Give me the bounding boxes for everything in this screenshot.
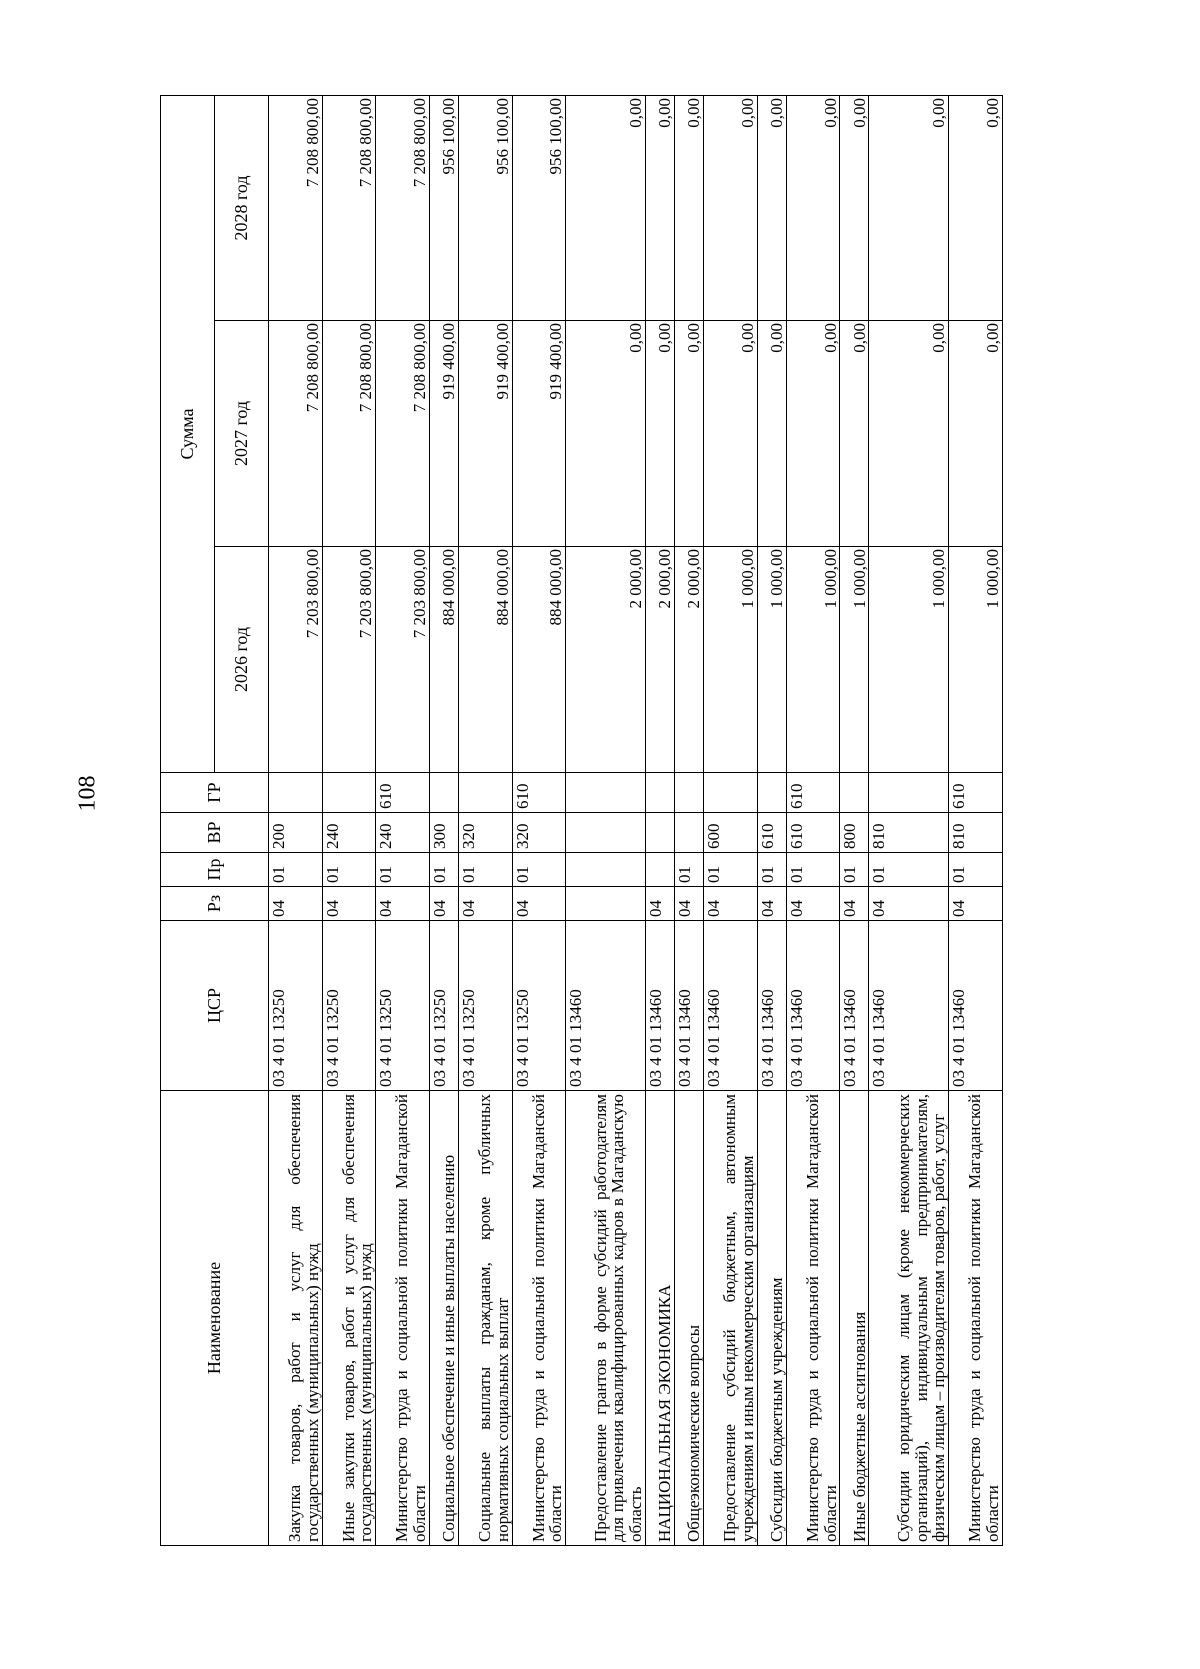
cell-2027: 0,00	[675, 321, 704, 547]
cell-pr: 01	[869, 853, 949, 887]
cell-pr	[566, 853, 646, 887]
cell-pr: 01	[704, 853, 758, 887]
cell-rz: 04	[949, 887, 1003, 921]
cell-rz: 04	[757, 887, 786, 921]
cell-2027: 0,00	[704, 321, 758, 547]
cell-2028: 0,00	[675, 95, 704, 320]
cell-2026: 7 203 800,00	[322, 547, 376, 773]
header-2026: 2026 год	[215, 547, 269, 773]
table-row	[322, 95, 376, 1545]
cell-pr: 01	[322, 853, 376, 887]
cell-gr	[458, 773, 512, 813]
cell-2026: 7 203 800,00	[269, 547, 323, 773]
cell-pr: 01	[269, 853, 323, 887]
cell-2026: 1 000,00	[786, 547, 840, 773]
header-2028: 2028 год	[215, 95, 269, 320]
cell-2028: 956 100,00	[512, 95, 566, 320]
cell-gr: 610	[376, 773, 430, 813]
cell-2028: 0,00	[869, 95, 949, 320]
cell-2027: 0,00	[869, 321, 949, 547]
cell-2027: 0,00	[646, 321, 675, 547]
cell-vr: 240	[376, 813, 430, 853]
cell-2026: 7 203 800,00	[376, 547, 430, 773]
cell-pr: 01	[512, 853, 566, 887]
table-row	[869, 95, 949, 1545]
cell-pr	[646, 853, 675, 887]
cell-vr: 320	[458, 813, 512, 853]
cell-2027: 919 400,00	[512, 321, 566, 547]
table-row	[429, 95, 458, 1545]
cell-csr: 03 4 01 13460	[949, 921, 1003, 1091]
cell-csr: 03 4 01 13460	[704, 921, 758, 1091]
cell-rz: 04	[840, 887, 869, 921]
page-number: 108	[74, 775, 101, 812]
table-body	[269, 95, 1003, 1545]
cell-rz: 04	[786, 887, 840, 921]
cell-2026: 2 000,00	[646, 547, 675, 773]
cell-rz: 04	[376, 887, 430, 921]
cell-name: Субсидии бюджетным учреждениям	[757, 1091, 786, 1546]
table-row	[269, 95, 323, 1545]
cell-name: Социальные выплаты гражданам, кроме публичных нормативных социальных выплат	[458, 1091, 512, 1546]
cell-2026: 884 000,00	[512, 547, 566, 773]
cell-csr: 03 4 01 13250	[429, 921, 458, 1091]
cell-pr: 01	[675, 853, 704, 887]
cell-csr: 03 4 01 13460	[840, 921, 869, 1091]
cell-2026: 1 000,00	[704, 547, 758, 773]
cell-2026: 1 000,00	[757, 547, 786, 773]
cell-csr: 03 4 01 13460	[646, 921, 675, 1091]
cell-csr: 03 4 01 13460	[675, 921, 704, 1091]
rotated-table-container	[160, 96, 1003, 1546]
table-row	[566, 95, 646, 1545]
header-sum: Сумма	[161, 95, 215, 772]
cell-name: Иные бюджетные ассигнования	[840, 1091, 869, 1546]
cell-2027: 0,00	[566, 321, 646, 547]
cell-2028: 956 100,00	[429, 95, 458, 320]
cell-vr: 320	[512, 813, 566, 853]
cell-gr	[429, 773, 458, 813]
cell-vr	[675, 813, 704, 853]
cell-gr	[869, 773, 949, 813]
cell-2027: 7 208 800,00	[322, 321, 376, 547]
cell-rz	[566, 887, 646, 921]
cell-gr: 610	[512, 773, 566, 813]
cell-gr	[675, 773, 704, 813]
cell-gr	[757, 773, 786, 813]
cell-2027: 0,00	[949, 321, 1003, 547]
cell-gr	[322, 773, 376, 813]
cell-name: Социальное обеспечение и иные выплаты населению	[429, 1091, 458, 1546]
cell-2026: 1 000,00	[949, 547, 1003, 773]
cell-name: Иные закупки товаров, работ и услуг для обеспечения государственных (муниципальных) нужд	[322, 1091, 376, 1546]
cell-2026: 884 000,00	[458, 547, 512, 773]
cell-rz: 04	[429, 887, 458, 921]
header-name: Наименование	[161, 1091, 269, 1546]
header-pr: Пр	[161, 853, 269, 887]
cell-csr: 03 4 01 13250	[376, 921, 430, 1091]
cell-vr: 800	[840, 813, 869, 853]
cell-gr	[269, 773, 323, 813]
cell-csr: 03 4 01 13460	[757, 921, 786, 1091]
cell-2028: 0,00	[840, 95, 869, 320]
cell-2026: 884 000,00	[429, 547, 458, 773]
cell-2027: 0,00	[757, 321, 786, 547]
cell-vr: 810	[869, 813, 949, 853]
cell-csr: 03 4 01 13250	[322, 921, 376, 1091]
cell-2028: 7 208 800,00	[269, 95, 323, 320]
cell-vr: 810	[949, 813, 1003, 853]
cell-rz: 04	[704, 887, 758, 921]
cell-gr	[840, 773, 869, 813]
cell-2028: 0,00	[704, 95, 758, 320]
table-row	[512, 95, 566, 1545]
cell-vr: 200	[269, 813, 323, 853]
cell-2028: 0,00	[646, 95, 675, 320]
cell-pr: 01	[458, 853, 512, 887]
cell-2027: 0,00	[786, 321, 840, 547]
table-row	[757, 95, 786, 1545]
cell-rz: 04	[322, 887, 376, 921]
cell-2028: 7 208 800,00	[322, 95, 376, 320]
cell-2028: 0,00	[566, 95, 646, 320]
cell-rz: 04	[512, 887, 566, 921]
table-row	[458, 95, 512, 1545]
cell-gr	[704, 773, 758, 813]
cell-pr: 01	[840, 853, 869, 887]
cell-name: Закупка товаров, работ и услуг для обеспечения государственных (муниципальных) нужд	[269, 1091, 323, 1546]
cell-name: Министерство труда и социальной политики Магаданской области	[512, 1091, 566, 1546]
table-row	[675, 95, 704, 1545]
cell-2028: 7 208 800,00	[376, 95, 430, 320]
cell-vr: 600	[704, 813, 758, 853]
cell-name: НАЦИОНАЛЬНАЯ ЭКОНОМИКА	[646, 1091, 675, 1546]
cell-2028: 0,00	[786, 95, 840, 320]
cell-csr: 03 4 01 13250	[458, 921, 512, 1091]
cell-name: Министерство труда и социальной политики Магаданской области	[786, 1091, 840, 1546]
cell-vr	[566, 813, 646, 853]
cell-pr: 01	[429, 853, 458, 887]
cell-pr: 01	[949, 853, 1003, 887]
cell-gr	[646, 773, 675, 813]
cell-2027: 7 208 800,00	[269, 321, 323, 547]
header-2027: 2027 год	[215, 321, 269, 547]
cell-rz: 04	[458, 887, 512, 921]
cell-name: Министерство труда и социальной политики Магаданской области	[949, 1091, 1003, 1546]
cell-2026: 1 000,00	[869, 547, 949, 773]
table-row	[949, 95, 1003, 1545]
cell-rz: 04	[675, 887, 704, 921]
header-gr: ГР	[161, 773, 269, 813]
cell-name: Общеэкономические вопросы	[675, 1091, 704, 1546]
cell-rz: 04	[269, 887, 323, 921]
cell-rz: 04	[646, 887, 675, 921]
cell-csr: 03 4 01 13460	[566, 921, 646, 1091]
table-row	[704, 95, 758, 1545]
header-vr: ВР	[161, 813, 269, 853]
cell-2027: 919 400,00	[458, 321, 512, 547]
header-csr: ЦСР	[161, 921, 269, 1091]
table-row	[786, 95, 840, 1545]
cell-csr: 03 4 01 13250	[269, 921, 323, 1091]
cell-csr: 03 4 01 13460	[786, 921, 840, 1091]
cell-2028: 0,00	[757, 95, 786, 320]
table-row	[376, 95, 430, 1545]
cell-name: Субсидии юридическим лицам (кроме некоммерческих организаций), индивидуальным предпринимателям, физическим лицам – производителям товаров, работ, услуг	[869, 1091, 949, 1546]
table-row	[646, 95, 675, 1545]
cell-2027: 0,00	[840, 321, 869, 547]
cell-vr: 240	[322, 813, 376, 853]
cell-gr	[566, 773, 646, 813]
cell-2028: 0,00	[949, 95, 1003, 320]
header-rz: Рз	[161, 887, 269, 921]
cell-pr: 01	[757, 853, 786, 887]
cell-2027: 7 208 800,00	[376, 321, 430, 547]
cell-name: Предоставление субсидий бюджетным, автономным учреждениям и иным некоммерческим организациям	[704, 1091, 758, 1546]
cell-2028: 956 100,00	[458, 95, 512, 320]
cell-2027: 919 400,00	[429, 321, 458, 547]
budget-table	[160, 95, 1003, 1546]
cell-vr: 300	[429, 813, 458, 853]
cell-gr: 610	[949, 773, 1003, 813]
table-row	[840, 95, 869, 1545]
cell-2026: 2 000,00	[675, 547, 704, 773]
cell-2026: 2 000,00	[566, 547, 646, 773]
cell-gr: 610	[786, 773, 840, 813]
cell-pr: 01	[376, 853, 430, 887]
cell-vr: 610	[757, 813, 786, 853]
cell-2026: 1 000,00	[840, 547, 869, 773]
cell-csr: 03 4 01 13460	[869, 921, 949, 1091]
cell-pr: 01	[786, 853, 840, 887]
cell-name: Министерство труда и социальной политики Магаданской области	[376, 1091, 430, 1546]
cell-rz: 04	[869, 887, 949, 921]
cell-vr	[646, 813, 675, 853]
cell-vr: 610	[786, 813, 840, 853]
cell-name: Предоставление грантов в форме субсидий работодателям для привлечения квалифицированных кадров в Магаданскую область	[566, 1091, 646, 1546]
cell-csr: 03 4 01 13250	[512, 921, 566, 1091]
